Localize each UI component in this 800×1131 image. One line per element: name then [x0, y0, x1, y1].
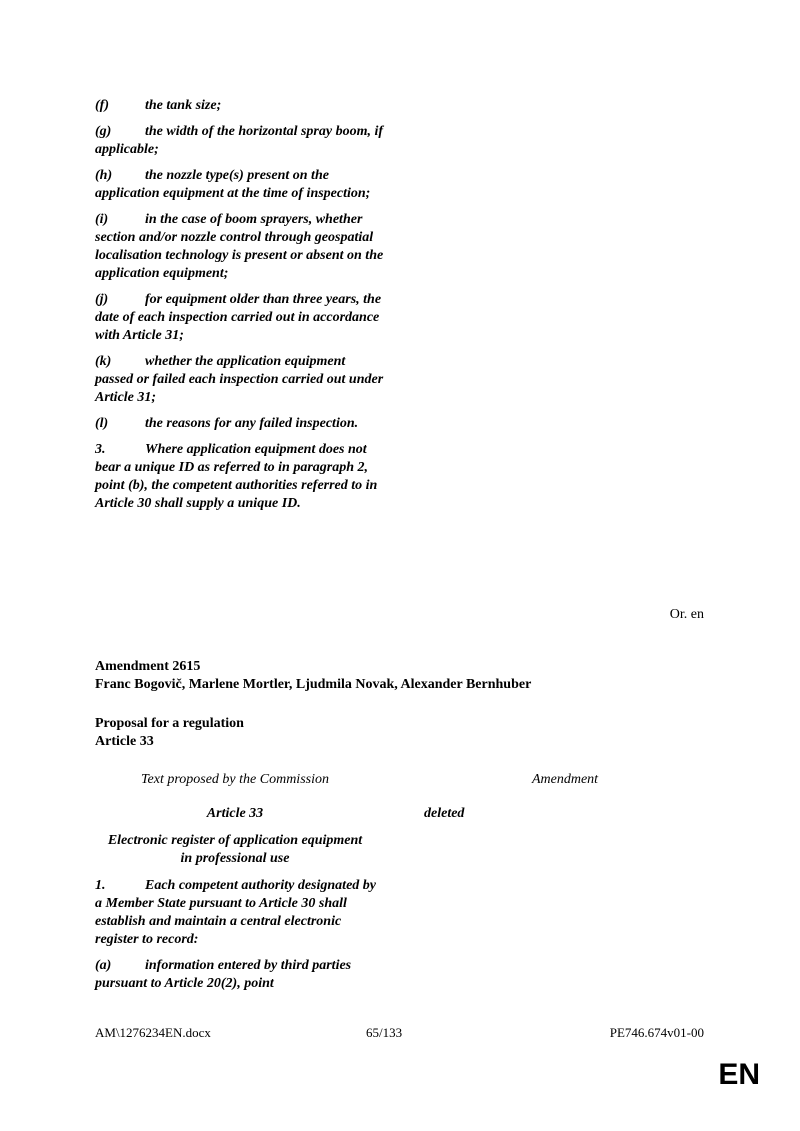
item-text: the width of the horizontal spray boom, if applicable; — [95, 124, 384, 157]
list-item — [95, 97, 385, 115]
proposal-article: Article 33 — [95, 734, 154, 749]
article-heading: Article 33 — [206, 806, 264, 821]
language-badge: EN — [718, 1058, 760, 1091]
item-number: (k) — [95, 354, 112, 369]
item-number: (g) — [95, 124, 112, 139]
amendment-authors: Franc Bogovič, Marlene Mortler, Ljudmila Novak, Alexander Bernhuber — [95, 677, 532, 692]
item-text: in the case of boom sprayers, whether section and/or nozzle control through geospatial localisation technology is present or absent on the application equipment; — [95, 212, 384, 281]
column-header-commission: Text proposed by the Commission — [141, 772, 329, 787]
footer-page-number: 65/133 — [366, 1025, 403, 1040]
paragraph-text: Each competent authority designated by a Member State pursuant to Article 30 shall establish and maintain a central electronic register to record: — [95, 878, 376, 947]
item-number: (i) — [95, 212, 109, 227]
item-text: whether the application equipment passed or failed each inspection carried out under Article 31; — [95, 354, 384, 405]
item-text: the tank size; — [145, 98, 222, 113]
list-item — [95, 291, 385, 345]
column-header-amendment: Amendment — [531, 772, 599, 787]
article-subtitle: Electronic register of application equipment in professional use — [107, 833, 363, 866]
article-paragraph — [95, 957, 385, 993]
footer-reference: PE746.674v01-00 — [609, 1025, 704, 1040]
paragraph-text: information entered by third parties pursuant to Article 20(2), point — [95, 958, 352, 991]
item-number: (f) — [95, 98, 109, 113]
item-text: the reasons for any failed inspection. — [145, 416, 359, 431]
item-number: (j) — [95, 292, 109, 307]
footer-document-name: AM\1276234EN.docx — [95, 1025, 211, 1040]
list-item — [95, 415, 385, 433]
amendment-title: Amendment 2615 — [95, 659, 201, 674]
paragraph-number: (a) — [95, 958, 112, 973]
article-paragraph — [95, 877, 385, 949]
list-item — [95, 353, 385, 407]
item-text: for equipment older than three years, the date of each inspection carried out in accordance with Article 31; — [95, 292, 382, 343]
paragraph-number: 1. — [95, 878, 106, 893]
list-item — [95, 167, 385, 203]
item-text: Where application equipment does not bear a unique ID as referred to in paragraph 2, point (b), the competent authorities referred to in Article 30 shall supply a unique ID. — [95, 442, 378, 511]
continued-list — [95, 97, 385, 521]
original-language: Or. en — [669, 607, 704, 622]
list-item — [95, 211, 385, 283]
item-number: 3. — [95, 442, 106, 457]
article-paragraphs — [95, 877, 385, 1001]
deleted-label: deleted — [424, 806, 465, 821]
list-item — [95, 123, 385, 159]
item-number: (l) — [95, 416, 109, 431]
item-number: (h) — [95, 168, 113, 183]
list-item — [95, 441, 385, 513]
proposal-title: Proposal for a regulation — [95, 716, 244, 731]
item-text: the nozzle type(s) present on the application equipment at the time of inspection; — [95, 168, 371, 201]
